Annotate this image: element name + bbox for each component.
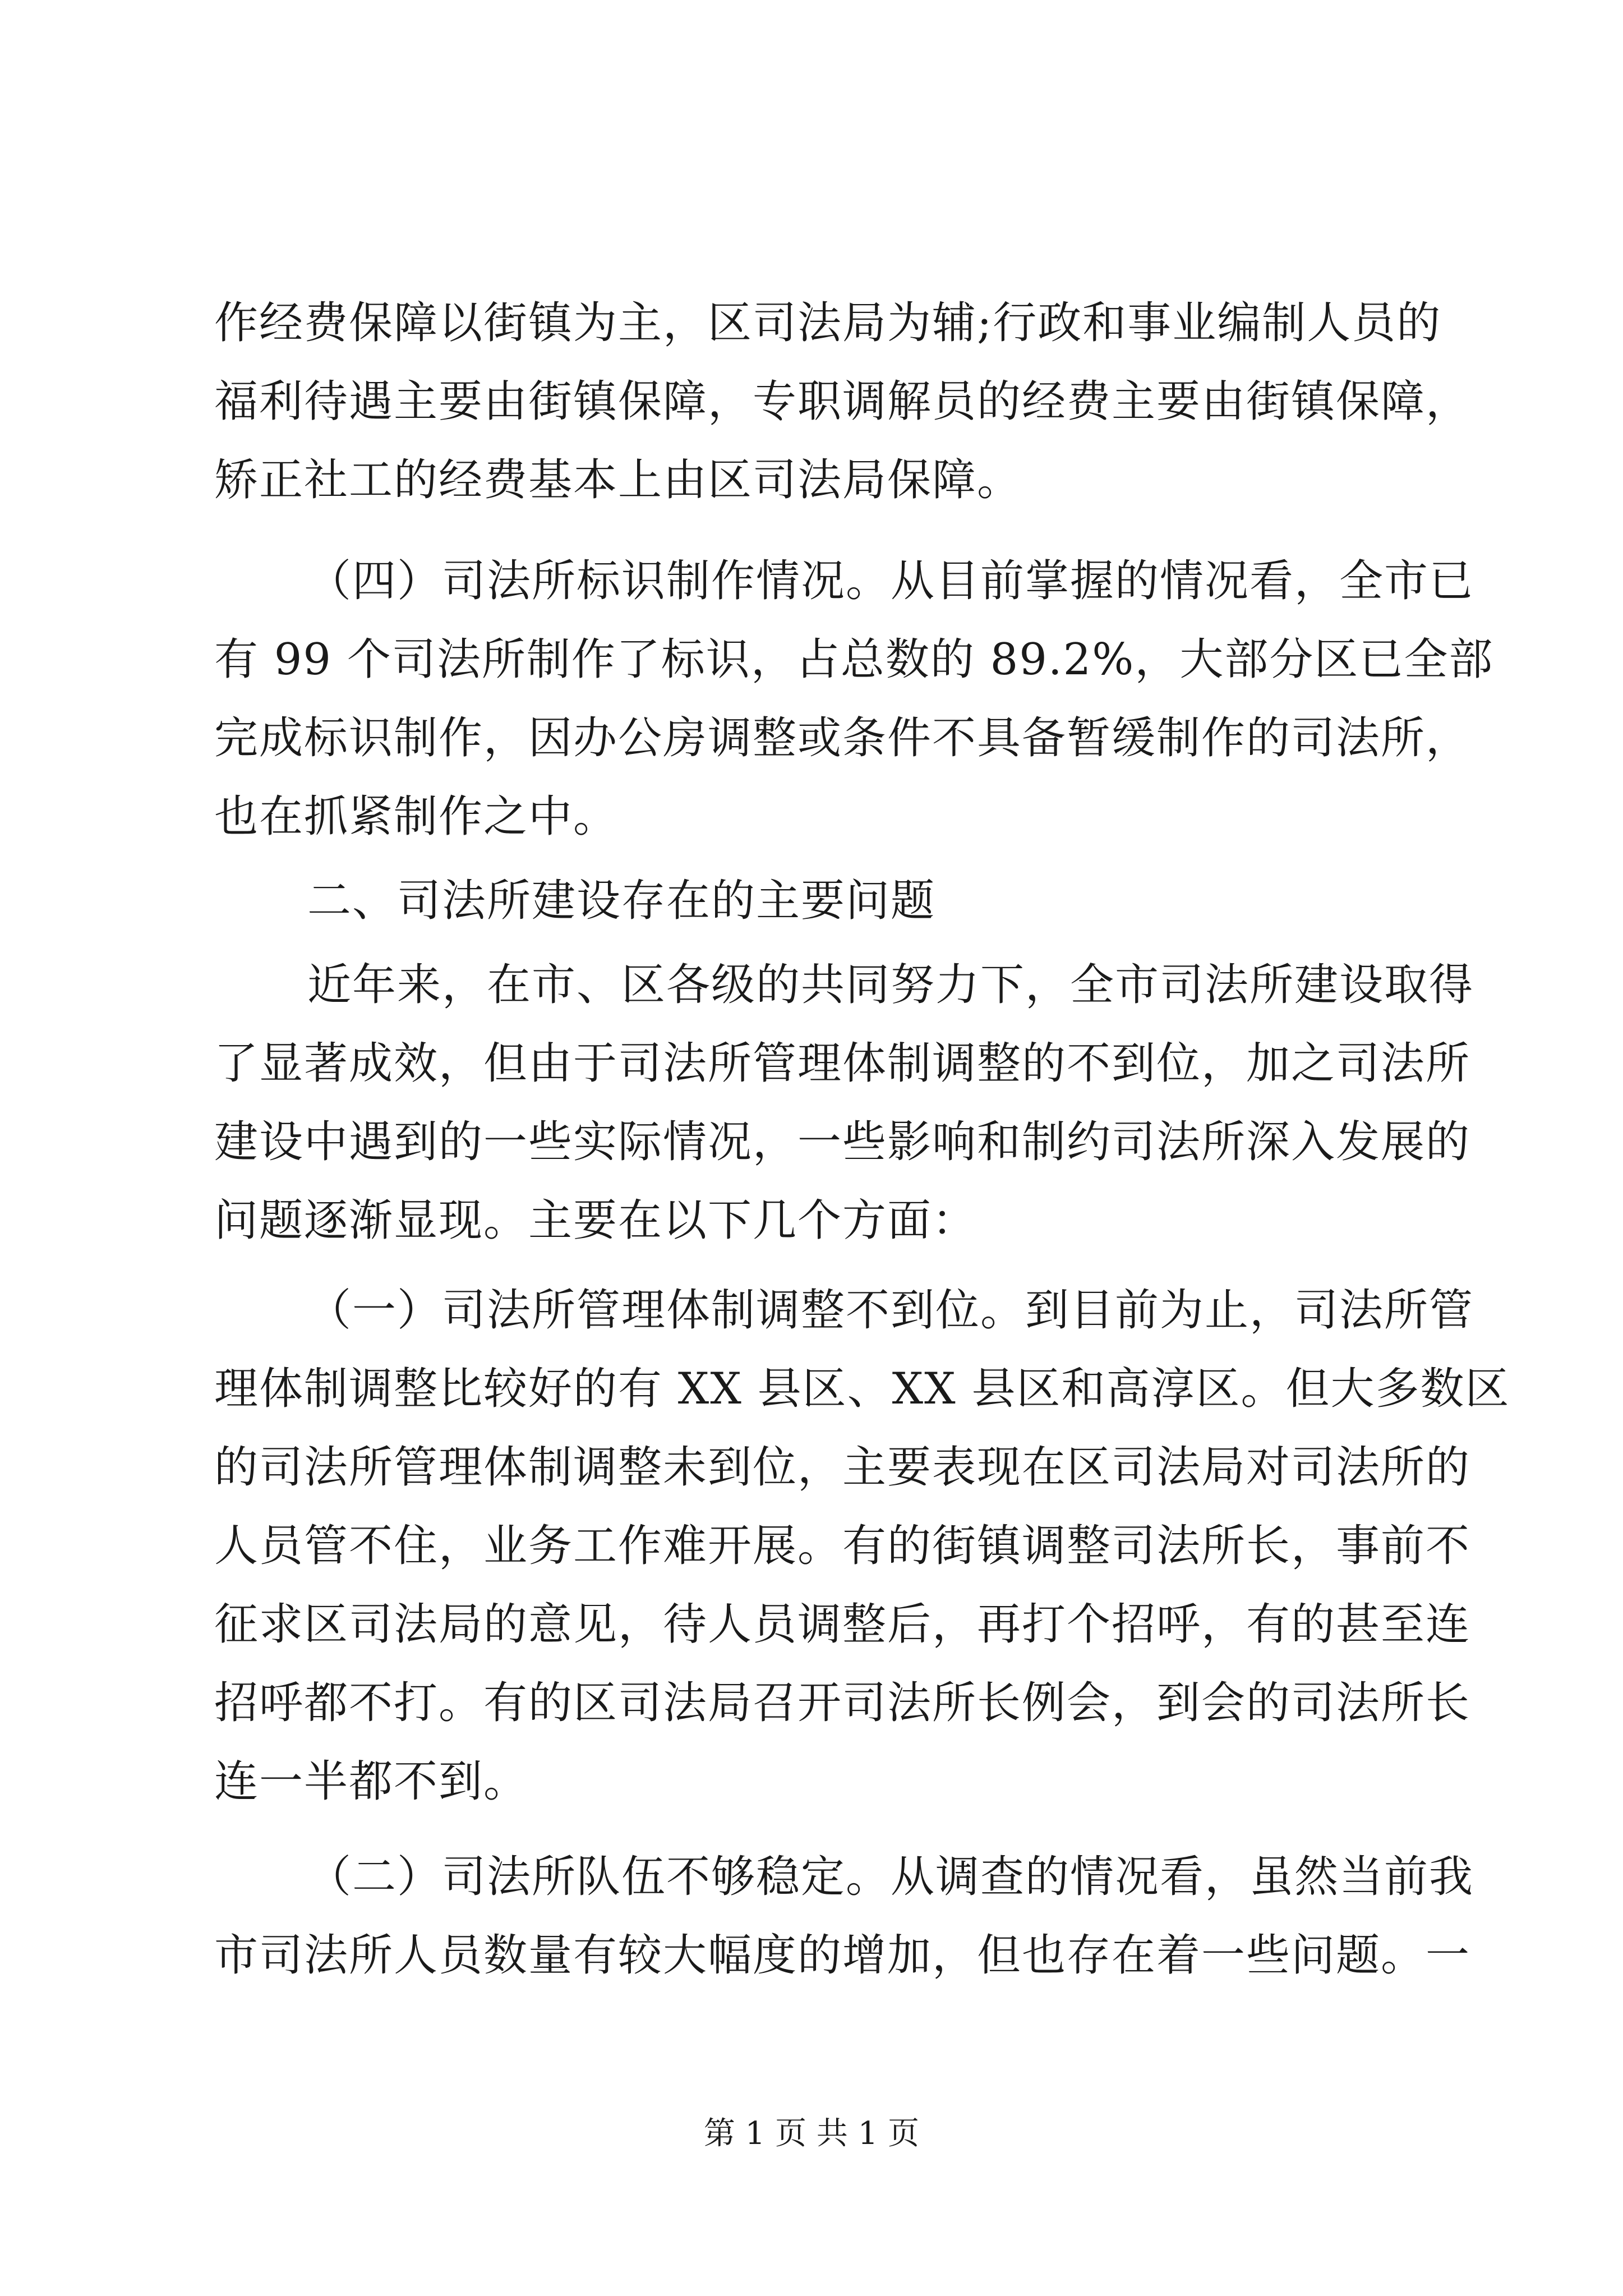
section-heading: 二、司法所建设存在的主要问题 bbox=[307, 876, 936, 926]
body-text-line: （二）司法所队伍不够稳定。从调查的情况看，虽然当前我 bbox=[307, 1852, 1474, 1902]
body-text-line: 市司法所人员数量有较大幅度的增加，但也存在着一些问题。一 bbox=[214, 1930, 1471, 1981]
body-text-line: 福利待遇主要由街镇保障，专职调解员的经费主要由街镇保障， bbox=[214, 376, 1471, 427]
body-text-line: 人员管不住，业务工作难开展。有的街镇调整司法所长，事前不 bbox=[214, 1521, 1471, 1571]
body-text-line: 招呼都不打。有的区司法局召开司法所长例会，到会的司法所长 bbox=[214, 1678, 1471, 1728]
body-text-line: （一）司法所管理体制调整不到位。到目前为止，司法所管 bbox=[307, 1285, 1474, 1336]
body-text-line: 作经费保障以街镇为主，区司法局为辅;行政和事业编制人员的 bbox=[214, 298, 1442, 348]
body-text-line: 问题逐渐显现。主要在以下几个方面： bbox=[214, 1195, 978, 1246]
body-text-line: 完成标识制作，因办公房调整或条件不具备暂缓制作的司法所， bbox=[214, 713, 1471, 763]
body-text-line: （四）司法所标识制作情况。从目前掌握的情况看，全市已 bbox=[307, 556, 1474, 606]
body-text-line: 也在抓紧制作之中。 bbox=[214, 792, 619, 842]
body-text-line: 了显著成效，但由于司法所管理体制调整的不到位，加之司法所 bbox=[214, 1038, 1471, 1089]
body-text-line: 有 99 个司法所制作了标识，占总数的 89.2%，大部分区已全部 bbox=[214, 634, 1494, 685]
body-text-line: 的司法所管理体制调整未到位，主要表现在区司法局对司法所的 bbox=[214, 1442, 1471, 1493]
body-text-line: 矫正社工的经费基本上由区司法局保障。 bbox=[214, 455, 1022, 505]
body-text-line: 近年来，在市、区各级的共同努力下，全市司法所建设取得 bbox=[307, 960, 1474, 1010]
body-text-line: 征求区司法局的意见，待人员调整后，再打个招呼，有的甚至连 bbox=[214, 1599, 1471, 1650]
body-text-line: 理体制调整比较好的有 XX 县区、XX 县区和高淳区。但大多数区 bbox=[214, 1364, 1510, 1414]
body-text-line: 连一半都不到。 bbox=[214, 1756, 529, 1807]
body-text-line: 建设中遇到的一些实际情况，一些影响和制约司法所深入发展的 bbox=[214, 1117, 1471, 1167]
page-number-footer: 第 1 页 共 1 页 bbox=[703, 2115, 920, 2152]
